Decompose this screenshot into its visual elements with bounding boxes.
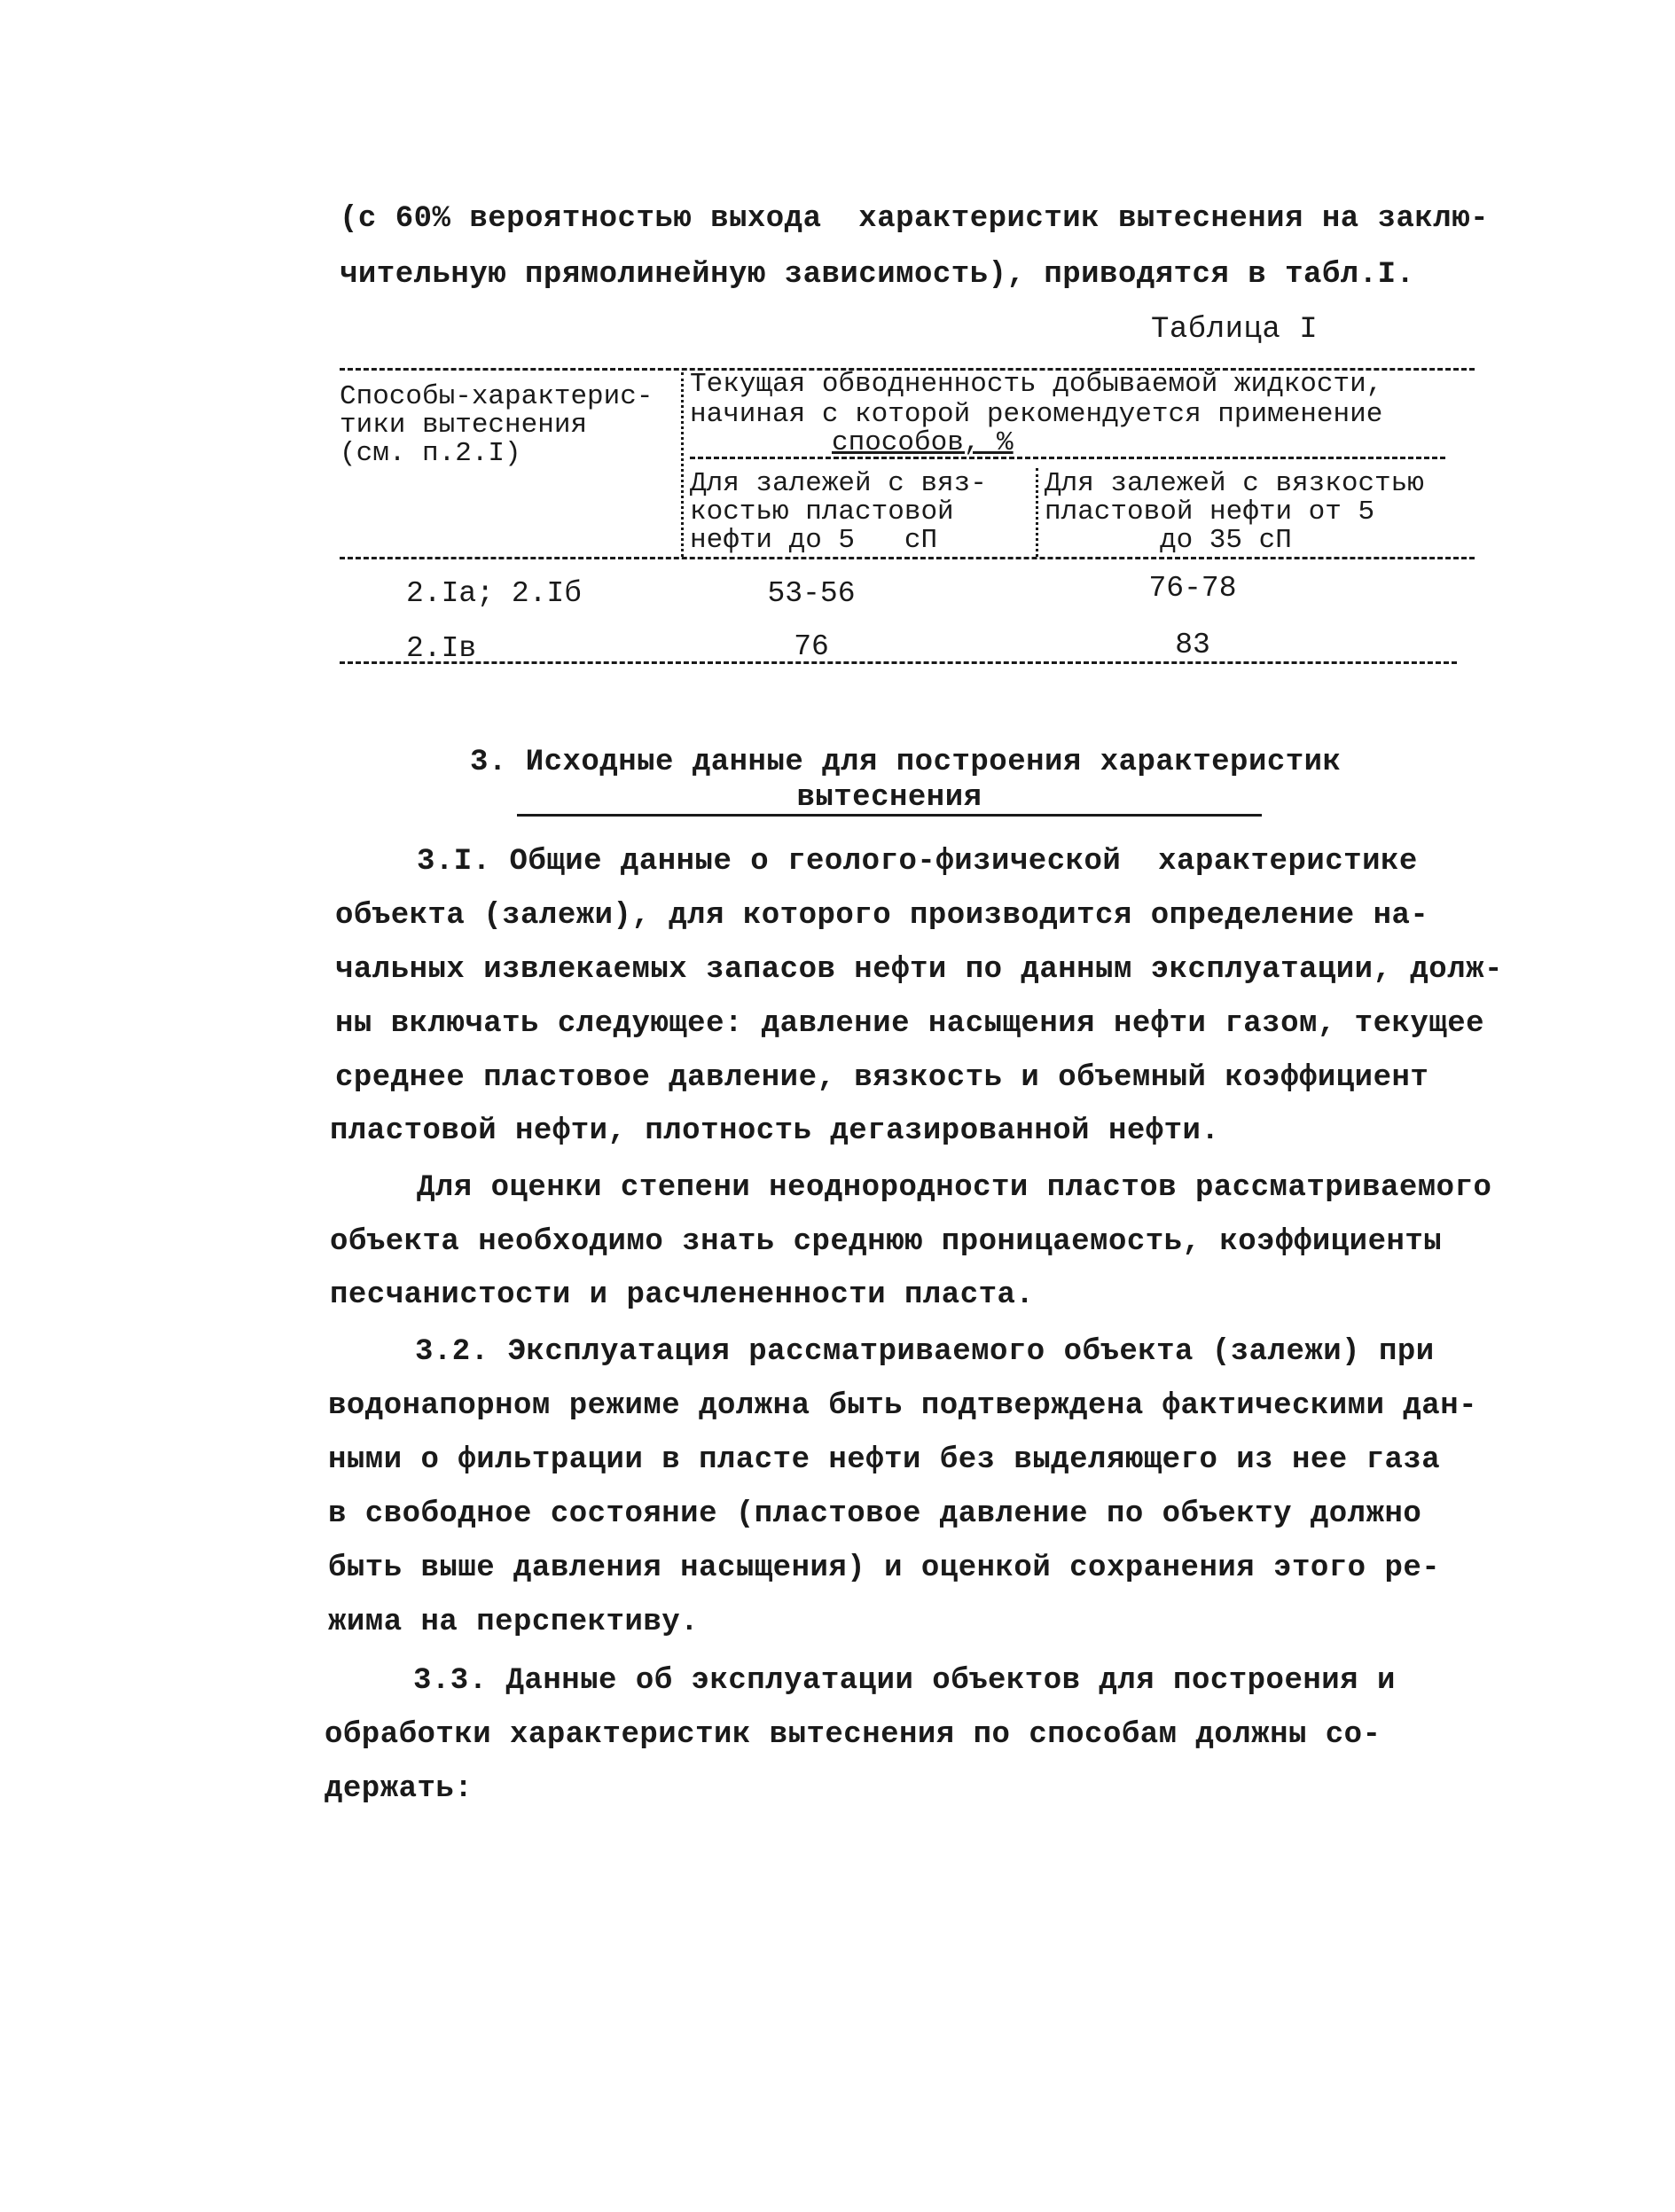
table-row-2-value-1: 76 <box>794 630 829 663</box>
header-col1-line-3: (см. п.2.I) <box>340 438 521 469</box>
section-heading-line-1: 3. Исходные данные для построения характеристик <box>470 746 1342 779</box>
header-sub2-line-2: пластовой нефти от 5 <box>1045 496 1375 528</box>
table-row-1-value-2: 76-78 <box>1148 572 1237 605</box>
pest-line-2: объекта необходимо знать среднюю проницаемость, коэффициенты <box>330 1225 1443 1259</box>
table-row-1-method: 2.Iа; 2.Iб <box>406 577 583 610</box>
header-group-line-3: способов, % <box>832 427 1014 458</box>
intro-line-1: (с 60% вероятностью выхода характеристик вытеснения на заклю- <box>340 202 1490 236</box>
header-sub2-line-1: Для залежей с вязкостью <box>1045 468 1424 499</box>
p31-line-1: 3.I. Общие данные о геолого-физической характеристике <box>417 845 1418 879</box>
p33-line-3: держать: <box>325 1772 474 1806</box>
p32-line-5: быть выше давления насыщения) и оценкой сохранения этого ре- <box>328 1552 1441 1585</box>
header-group-line-2: начиная с которой рекомендуется применение <box>690 399 1383 430</box>
p31-line-5: среднее пластовое давление, вязкость и объемный коэффициент <box>335 1061 1429 1095</box>
header-col1-line-1: Способы-характерис- <box>340 381 654 412</box>
p31-line-4: ны включать следующее: давление насыщения нефти газом, текущее <box>335 1007 1485 1041</box>
header-sub1-line-2: костью пластовой <box>690 496 954 528</box>
header-group-rule <box>690 457 1445 459</box>
table-row-2-method: 2.Iв <box>406 632 477 665</box>
table-caption: Таблица I <box>1151 313 1319 347</box>
p31-line-6: пластовой нефти, плотность дегазированной нефти. <box>330 1114 1220 1148</box>
p32-line-4: в свободное состояние (пластовое давление по объекту должно <box>328 1497 1422 1531</box>
p32-line-1: 3.2. Эксплуатация рассматриваемого объекта (залежи) при <box>415 1335 1435 1369</box>
header-bottom-rule <box>340 557 1475 559</box>
pest-line-1: Для оценки степени неоднородности пластов рассматриваемого <box>417 1171 1492 1205</box>
section-heading-underline <box>517 814 1262 817</box>
p33-line-1: 3.3. Данные об эксплуатации объектов для построения и <box>413 1664 1396 1698</box>
header-sub1-line-1: Для залежей с вяз- <box>690 468 987 499</box>
header-col1-line-2: тики вытеснения <box>340 410 588 441</box>
p31-line-3: чальных извлекаемых запасов нефти по данным эксплуатации, долж- <box>335 953 1503 987</box>
table-bottom-rule <box>340 661 1457 664</box>
header-group-line-1: Текущая обводненность добываемой жидкости, <box>690 369 1383 400</box>
p32-line-3: ными о фильтрации в пласте нефти без выделяющего из нее газа <box>328 1443 1441 1477</box>
table-row-2-value-2: 83 <box>1175 629 1210 661</box>
p33-line-2: обработки характеристик вытеснения по способам должны со- <box>325 1718 1381 1752</box>
intro-line-2: чительную прямолинейную зависимость), приводятся в табл.I. <box>340 258 1415 292</box>
table-vsep-1 <box>681 372 684 557</box>
p31-line-2: объекта (залежи), для которого производится определение на- <box>335 899 1429 933</box>
p32-line-6: жима на перспективу. <box>328 1606 700 1639</box>
table-row-1-value-1: 53-56 <box>767 577 856 610</box>
p32-line-2: водонапорном режиме должна быть подтверждена фактическими дан- <box>328 1389 1478 1423</box>
header-sub1-line-3: нефти до 5 сП <box>690 525 938 556</box>
section-heading-line-2: вытеснения <box>796 781 982 815</box>
table-vsep-2 <box>1036 468 1038 557</box>
pest-line-3: песчанистости и расчлененности пласта. <box>330 1278 1035 1312</box>
header-sub2-line-3: до 35 сП <box>1160 525 1292 556</box>
